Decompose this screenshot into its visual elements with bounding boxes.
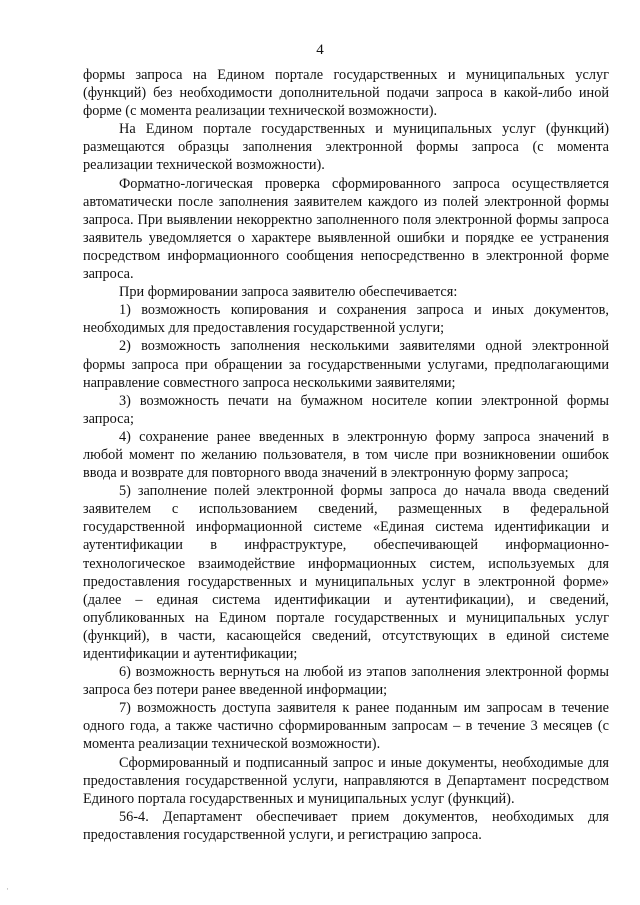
list-item-4: 4) сохранение ранее введенных в электронную форму запроса значений в любой момент по желанию пользователя, в том числе при возникновении ошибок ввода и возврате для повторного ввода значений в электронную форму запроса; [83,428,609,482]
page-number: 4 [316,42,324,58]
paragraph-submission: Сформированный и подписанный запрос и иные документы, необходимые для предоставления государственной услуги, направляются в Департамент посредством Единого портала государственных и муниципальных услуг (функций). [83,754,609,807]
paragraph-section-56-4: 56-4. Департамент обеспечивает прием документов, необходимых для предоставления государственной услуги, и регистрацию запроса. [83,808,609,843]
paragraph-samples: На Едином портале государственных и муниципальных услуг (функций) размещаются образцы заполнения электронной формы запроса (с момента реализации технической возможности). [83,121,609,174]
paragraph-list-intro: При формировании запроса заявителю обеспечивается: [119,284,458,301]
paragraph-continuation: формы запроса на Едином портале государственных и муниципальных услуг (функций) без необходимости дополнительной подачи запроса в какой-либо иной форме (с момента реализации технической возможности). [83,67,609,120]
scan-mark: · [6,884,9,894]
list-item-6: 6) возможность вернуться на любой из этапов заполнения электронной формы запроса без потери ранее введенной информации; [83,664,609,699]
list-item-5: 5) заполнение полей электронной формы запроса до начала ввода сведений заявителем с использованием сведений, размещенных в федеральной государственной информационной системе «Единая система идентификации и аутентификации в инфраструктуре, обеспечивающей информационно-технологическое взаимодействие информационных систем, используемых для предоставления государственных и муниципальных услуг в электронной форме» (далее – единая система идентификации и аутентификации), и сведений, опубликованных на Едином портале государственных и муниципальных услуг (функций), в части, касающейся сведений, отсутствующих в единой системе идентификации и аутентификации; [83,483,609,662]
document-body [83,66,609,844]
list-item-1: 1) возможность копирования и сохранения запроса и иных документов, необходимых для предоставления государственной услуги; [83,302,609,337]
list-item-7: 7) возможность доступа заявителя к ранее поданным им запросам в течение одного года, а также частично сформированным запросам – в течение 3 месяцев (с момента реализации технической возможности). [83,700,609,753]
paragraph-format-check: Форматно-логическая проверка сформированного запроса осуществляется автоматически после заполнения заявителем каждого из полей электронной формы запроса. При выявлении некорректно заполненного поля электронной формы запроса заявитель уведомляется о характере выявленной ошибки и порядке ее устранения посредством информационного сообщения непосредственно в электронной форме запроса. [83,175,609,283]
list-item-3: 3) возможность печати на бумажном носителе копии электронной формы запроса; [83,392,609,427]
list-item-2: 2) возможность заполнения несколькими заявителями одной электронной формы запроса при обращении за государственными услугами, предполагающими направление совместного запроса несколькими заявителями; [83,338,609,391]
